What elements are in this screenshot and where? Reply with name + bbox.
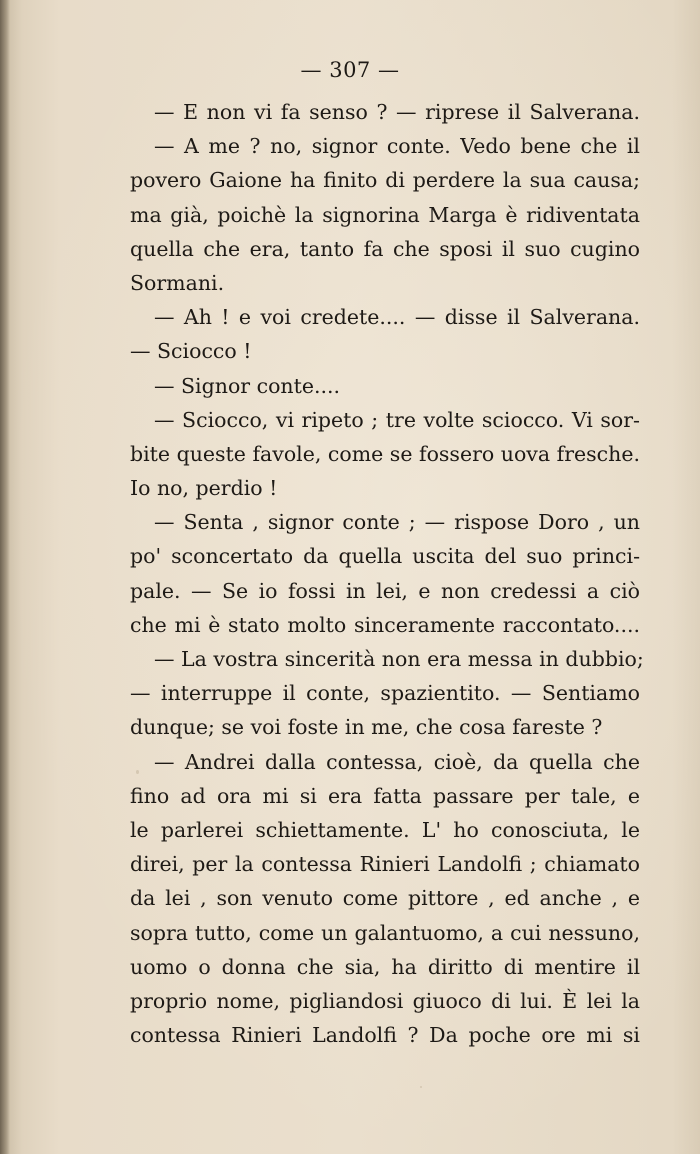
text-line: bite queste favole, come se fossero uova fresche.: [130, 441, 640, 466]
text-line: — Sciocco !: [130, 339, 252, 364]
text-line: da lei , son venuto come pittore , ed anche , e: [130, 886, 640, 911]
text-line: Io no, perdio !: [130, 476, 278, 501]
text-line: pale. — Se io fossi in lei, e non credessi a ciò: [130, 578, 640, 603]
text-line: — interruppe il conte, spazientito. — Sentiamo: [130, 681, 640, 706]
text-line: po' sconcertato da quella uscita del suo princi-: [130, 544, 640, 569]
text-line: povero Gaione ha finito di perdere la sua causa;: [130, 168, 640, 193]
text-line: — Andrei dalla contessa, cioè, da quella che: [154, 749, 640, 774]
text-line: sopra tutto, come un galantuomo, a cui nessuno,: [130, 920, 640, 945]
text-line: — La vostra sincerità non era messa in dubbio;: [154, 647, 644, 671]
text-line: che mi è stato molto sinceramente raccontato....: [130, 612, 640, 637]
text-line: dunque; se voi foste in me, che cosa fareste ?: [130, 715, 603, 740]
text-line: le parlerei schiettamente. L' ho conosciuta, le: [130, 817, 640, 842]
page-gutter-shadow: [0, 0, 10, 1154]
text-line: — Signor conte....: [154, 373, 341, 398]
page-number: — 307 —: [300, 58, 400, 82]
text-line: uomo o donna che sia, ha diritto di mentire il: [130, 954, 640, 979]
paper-stain: [420, 1086, 422, 1088]
text-line: — A me ? no, signor conte. Vedo bene che il: [154, 134, 640, 159]
text-line: proprio nome, pigliandosi giuoco di lui. È lei la: [130, 988, 640, 1013]
text-line: Sormani.: [130, 270, 225, 295]
text-line: — Senta , signor conte ; — rispose Doro , un: [154, 510, 640, 535]
text-line: fino ad ora mi si era fatta passare per tale, e: [130, 783, 640, 808]
text-line: quella che era, tanto fa che sposi il suo cugino: [130, 236, 640, 261]
text-line: direi, per la contessa Rinieri Landolfi ; chiamato: [130, 852, 640, 877]
text-line: contessa Rinieri Landolfi ? Da poche ore mi si: [130, 1023, 640, 1048]
page-body: [130, 95, 644, 1052]
text-line: — Ah ! e voi credete.... — disse il Salverana.: [154, 305, 640, 330]
text-line: ma già, poichè la signorina Marga è ridiventata: [130, 202, 640, 227]
text-line: — E non vi fa senso ? — riprese il Salverana.: [154, 100, 640, 124]
text-line: — Sciocco, vi ripeto ; tre volte sciocco. Vi sor-: [154, 407, 640, 432]
